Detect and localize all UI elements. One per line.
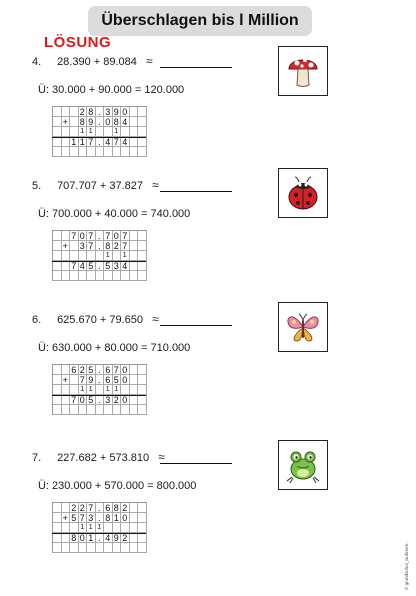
grid-cell: 8 (104, 241, 113, 251)
grid-cell: 1 (113, 513, 122, 523)
grid-cell: 0 (121, 513, 130, 523)
grid-cell (53, 137, 62, 147)
grid-cell (70, 251, 79, 261)
grid-cell (70, 543, 79, 553)
grid-cell: 0 (121, 375, 130, 385)
butterfly-icon (283, 307, 323, 347)
grid-cell: 8 (104, 513, 113, 523)
grid-cell (138, 231, 147, 241)
grid-cell: 1 (104, 251, 113, 261)
grid-cell: 2 (79, 503, 88, 513)
grid-cell: . (96, 375, 105, 385)
grid-cell: 2 (121, 533, 130, 543)
grid-cell: . (96, 261, 105, 271)
approx-symbol: ≈ (152, 178, 159, 192)
grid-cell (130, 533, 139, 543)
grid-cell: 7 (70, 261, 79, 271)
grid-cell (138, 365, 147, 375)
estimate-line: Ü: 700.000 + 40.000 = 740.000 (38, 208, 191, 220)
grid-cell (79, 251, 88, 261)
grid-cell (96, 385, 105, 395)
task-expression: 28.390 + 89.084 (57, 56, 137, 68)
picture-card (278, 168, 328, 218)
grid-cell (70, 107, 79, 117)
grid-cell (121, 523, 130, 533)
page-title: Überschlagen bis l Million (88, 6, 312, 36)
answer-line[interactable] (160, 463, 232, 464)
grid-cell (138, 241, 147, 251)
grid-cell (79, 271, 88, 281)
grid-cell (104, 127, 113, 137)
grid-cell (138, 385, 147, 395)
sum-rule (52, 395, 146, 396)
grid-cell (70, 127, 79, 137)
grid-cell: 1 (121, 251, 130, 261)
grid-cell: 4 (104, 137, 113, 147)
grid-cell (70, 117, 79, 127)
grid-cell (87, 405, 96, 415)
approx-symbol: ≈ (145, 54, 153, 68)
grid-cell: . (96, 503, 105, 513)
grid-cell (138, 503, 147, 513)
estimate-line: Ü: 30.000 + 90.000 = 120.000 (38, 84, 185, 96)
grid-cell (138, 261, 147, 271)
grid-cell (121, 271, 130, 281)
estimate-line: Ü: 630.000 + 80.000 = 710.000 (38, 342, 191, 354)
grid-cell: 2 (79, 365, 88, 375)
grid-cell: 1 (104, 385, 113, 395)
task-5 (0, 178, 416, 318)
grid-cell: 4 (121, 137, 130, 147)
grid-cell: 5 (87, 365, 96, 375)
grid-cell (79, 543, 88, 553)
grid-cell (62, 365, 71, 375)
grid-cell (53, 405, 62, 415)
credit-text: © grundschul_wuhnorn (404, 543, 409, 590)
grid-cell (138, 543, 147, 553)
grid-cell (87, 271, 96, 281)
grid-cell (130, 127, 139, 137)
grid-cell: 1 (113, 127, 122, 137)
grid-cell: 1 (79, 385, 88, 395)
grid-cell (62, 533, 71, 543)
ladybug-icon (283, 173, 323, 213)
grid-cell (53, 365, 62, 375)
grid-cell: . (96, 513, 105, 523)
grid-cell (62, 231, 71, 241)
grid-cell: 7 (121, 231, 130, 241)
answer-line[interactable] (160, 191, 232, 192)
grid-cell (53, 523, 62, 533)
grid-cell: 0 (121, 107, 130, 117)
grid-cell: 5 (87, 261, 96, 271)
grid-cell (62, 405, 71, 415)
grid-cell (121, 127, 130, 137)
grid-cell (53, 231, 62, 241)
grid-cell (53, 251, 62, 261)
grid-cell: 2 (70, 503, 79, 513)
grid-cell: . (96, 395, 105, 405)
task-line (32, 178, 159, 192)
grid-cell (130, 365, 139, 375)
grid-cell (62, 503, 71, 513)
addition-grid (52, 364, 147, 415)
grid-cell (113, 543, 122, 553)
grid-cell (121, 385, 130, 395)
grid-cell: 7 (104, 231, 113, 241)
grid-cell: 1 (70, 137, 79, 147)
grid-cell (62, 147, 71, 157)
grid-cell: 9 (87, 117, 96, 127)
grid-cell (138, 127, 147, 137)
grid-cell: 2 (113, 395, 122, 405)
answer-line[interactable] (160, 325, 232, 326)
task-number: 6. (32, 314, 42, 326)
grid-cell: 9 (113, 107, 122, 117)
grid-cell: + (62, 241, 71, 251)
grid-cell (87, 147, 96, 157)
grid-cell (104, 543, 113, 553)
grid-cell: . (96, 241, 105, 251)
grid-cell: 7 (113, 137, 122, 147)
grid-cell (53, 107, 62, 117)
grid-cell: 4 (104, 533, 113, 543)
grid-cell: 5 (70, 513, 79, 523)
task-number: 5. (32, 180, 42, 192)
grid-cell (130, 231, 139, 241)
grid-cell (53, 385, 62, 395)
task-7 (0, 450, 416, 590)
grid-cell: 0 (79, 395, 88, 405)
grid-cell (53, 261, 62, 271)
picture-card (278, 440, 328, 490)
addition-grid (52, 502, 147, 553)
grid-cell (62, 261, 71, 271)
mushroom-icon (285, 51, 321, 91)
grid-cell: 6 (104, 365, 113, 375)
grid-cell (70, 147, 79, 157)
grid-cell: 7 (79, 375, 88, 385)
grid-cell (130, 503, 139, 513)
grid-cell: 8 (79, 117, 88, 127)
grid-cell: 7 (87, 503, 96, 513)
grid-cell (96, 271, 105, 281)
grid-cell: 1 (87, 127, 96, 137)
grid-cell (62, 271, 71, 281)
grid-cell (104, 523, 113, 533)
grid-cell (121, 543, 130, 553)
grid-cell: 8 (113, 117, 122, 127)
grid-cell (104, 271, 113, 281)
grid-cell: 0 (121, 365, 130, 375)
grid-cell (113, 271, 122, 281)
grid-cell (104, 405, 113, 415)
grid-cell: 2 (79, 107, 88, 117)
task-line (32, 450, 165, 464)
grid-cell: 4 (121, 117, 130, 127)
sum-rule (52, 137, 146, 138)
grid-cell: . (96, 117, 105, 127)
grid-cell: 8 (113, 503, 122, 513)
grid-cell (62, 107, 71, 117)
grid-cell (130, 385, 139, 395)
task-line (32, 312, 159, 326)
grid-cell (130, 543, 139, 553)
grid-cell (121, 147, 130, 157)
grid-cell (96, 147, 105, 157)
grid-cell (130, 513, 139, 523)
grid-cell: 7 (87, 137, 96, 147)
grid-cell (130, 241, 139, 251)
grid-cell (138, 513, 147, 523)
grid-cell (113, 405, 122, 415)
grid-cell (104, 147, 113, 157)
grid-cell (96, 543, 105, 553)
grid-cell (79, 405, 88, 415)
grid-cell: . (96, 137, 105, 147)
grid-cell (62, 395, 71, 405)
grid-cell (113, 523, 122, 533)
grid-cell (121, 405, 130, 415)
grid-cell: 7 (79, 513, 88, 523)
picture-card (278, 46, 328, 96)
approx-symbol: ≈ (152, 312, 159, 326)
grid-cell: 4 (121, 261, 130, 271)
answer-line[interactable] (160, 67, 232, 68)
grid-cell: 7 (87, 231, 96, 241)
sum-rule (52, 533, 146, 534)
grid-cell: 6 (104, 503, 113, 513)
grid-cell (138, 251, 147, 261)
grid-cell: 6 (104, 375, 113, 385)
grid-cell (130, 271, 139, 281)
task-expression: 707.707 + 37.827 (57, 180, 144, 192)
grid-cell (130, 107, 139, 117)
grid-cell: 3 (87, 513, 96, 523)
grid-cell: 7 (70, 395, 79, 405)
addition-grid (52, 106, 147, 157)
grid-cell: 8 (70, 533, 79, 543)
grid-cell: 9 (113, 533, 122, 543)
grid-cell (53, 127, 62, 137)
grid-cell: + (62, 513, 71, 523)
grid-cell: 1 (113, 385, 122, 395)
grid-cell: 7 (121, 241, 130, 251)
grid-cell (70, 523, 79, 533)
grid-cell (96, 405, 105, 415)
approx-symbol: ≈ (158, 450, 165, 464)
grid-cell (138, 137, 147, 147)
grid-cell (53, 503, 62, 513)
grid-cell: 3 (113, 261, 122, 271)
grid-cell (138, 117, 147, 127)
grid-cell (138, 405, 147, 415)
grid-cell (53, 241, 62, 251)
grid-cell (130, 405, 139, 415)
grid-cell (62, 523, 71, 533)
grid-cell (70, 385, 79, 395)
grid-cell: 4 (79, 261, 88, 271)
addition-grid (52, 230, 147, 281)
grid-cell: 0 (121, 395, 130, 405)
grid-cell: 9 (87, 375, 96, 385)
task-6 (0, 312, 416, 452)
solution-label: LÖSUNG (44, 34, 112, 51)
grid-cell (130, 147, 139, 157)
grid-cell: 1 (79, 523, 88, 533)
grid-cell (96, 127, 105, 137)
grid-cell: 7 (70, 231, 79, 241)
grid-cell (138, 147, 147, 157)
grid-cell: 2 (113, 241, 122, 251)
grid-cell (70, 405, 79, 415)
grid-cell (53, 147, 62, 157)
grid-cell: 1 (79, 127, 88, 137)
grid-cell: 1 (96, 523, 105, 533)
grid-cell (62, 543, 71, 553)
grid-cell: 1 (79, 137, 88, 147)
grid-cell: . (96, 107, 105, 117)
grid-cell: 1 (87, 385, 96, 395)
grid-cell: 5 (104, 261, 113, 271)
grid-cell: 6 (70, 365, 79, 375)
grid-cell: 3 (104, 395, 113, 405)
grid-cell (138, 533, 147, 543)
grid-cell (138, 375, 147, 385)
grid-cell (53, 117, 62, 127)
grid-cell (53, 375, 62, 385)
grid-cell (62, 385, 71, 395)
grid-cell: 1 (87, 533, 96, 543)
grid-cell (138, 523, 147, 533)
grid-cell (130, 395, 139, 405)
grid-cell (79, 147, 88, 157)
grid-cell: . (96, 231, 105, 241)
grid-cell: 8 (87, 107, 96, 117)
grid-cell (70, 271, 79, 281)
grid-cell: 2 (121, 503, 130, 513)
grid-cell (138, 395, 147, 405)
grid-cell (130, 117, 139, 127)
grid-cell (130, 137, 139, 147)
grid-cell: 3 (104, 107, 113, 117)
grid-cell: 5 (87, 395, 96, 405)
grid-cell: 7 (113, 365, 122, 375)
grid-cell: 3 (79, 241, 88, 251)
grid-cell: 1 (87, 523, 96, 533)
grid-cell: 7 (87, 241, 96, 251)
task-4 (0, 54, 416, 194)
task-number: 4. (32, 56, 42, 68)
grid-cell: 0 (79, 231, 88, 241)
grid-cell: 0 (79, 533, 88, 543)
grid-cell: + (62, 117, 71, 127)
grid-cell (53, 395, 62, 405)
grid-cell (70, 241, 79, 251)
task-number: 7. (32, 452, 42, 464)
grid-cell (62, 127, 71, 137)
grid-cell: 0 (104, 117, 113, 127)
task-line (32, 54, 153, 68)
grid-cell (138, 271, 147, 281)
picture-card (278, 302, 328, 352)
grid-cell (62, 137, 71, 147)
grid-cell: 5 (113, 375, 122, 385)
grid-cell (130, 251, 139, 261)
estimate-line: Ü: 230.000 + 570.000 = 800.000 (38, 480, 197, 492)
grid-cell (70, 375, 79, 385)
grid-cell (62, 251, 71, 261)
grid-cell (87, 543, 96, 553)
grid-cell (130, 375, 139, 385)
sum-rule (52, 261, 146, 262)
grid-cell (96, 251, 105, 261)
grid-cell (53, 271, 62, 281)
task-expression: 625.670 + 79.650 (57, 314, 144, 326)
grid-cell: + (62, 375, 71, 385)
grid-cell (53, 533, 62, 543)
grid-cell (138, 107, 147, 117)
grid-cell (53, 543, 62, 553)
grid-cell: 0 (113, 231, 122, 241)
task-expression: 227.682 + 573.810 (57, 452, 150, 464)
grid-cell (87, 251, 96, 261)
grid-cell (130, 523, 139, 533)
frog-icon (283, 445, 323, 485)
grid-cell (53, 513, 62, 523)
grid-cell (113, 147, 122, 157)
grid-cell: . (96, 533, 105, 543)
grid-cell (130, 261, 139, 271)
grid-cell: . (96, 365, 105, 375)
grid-cell (113, 251, 122, 261)
